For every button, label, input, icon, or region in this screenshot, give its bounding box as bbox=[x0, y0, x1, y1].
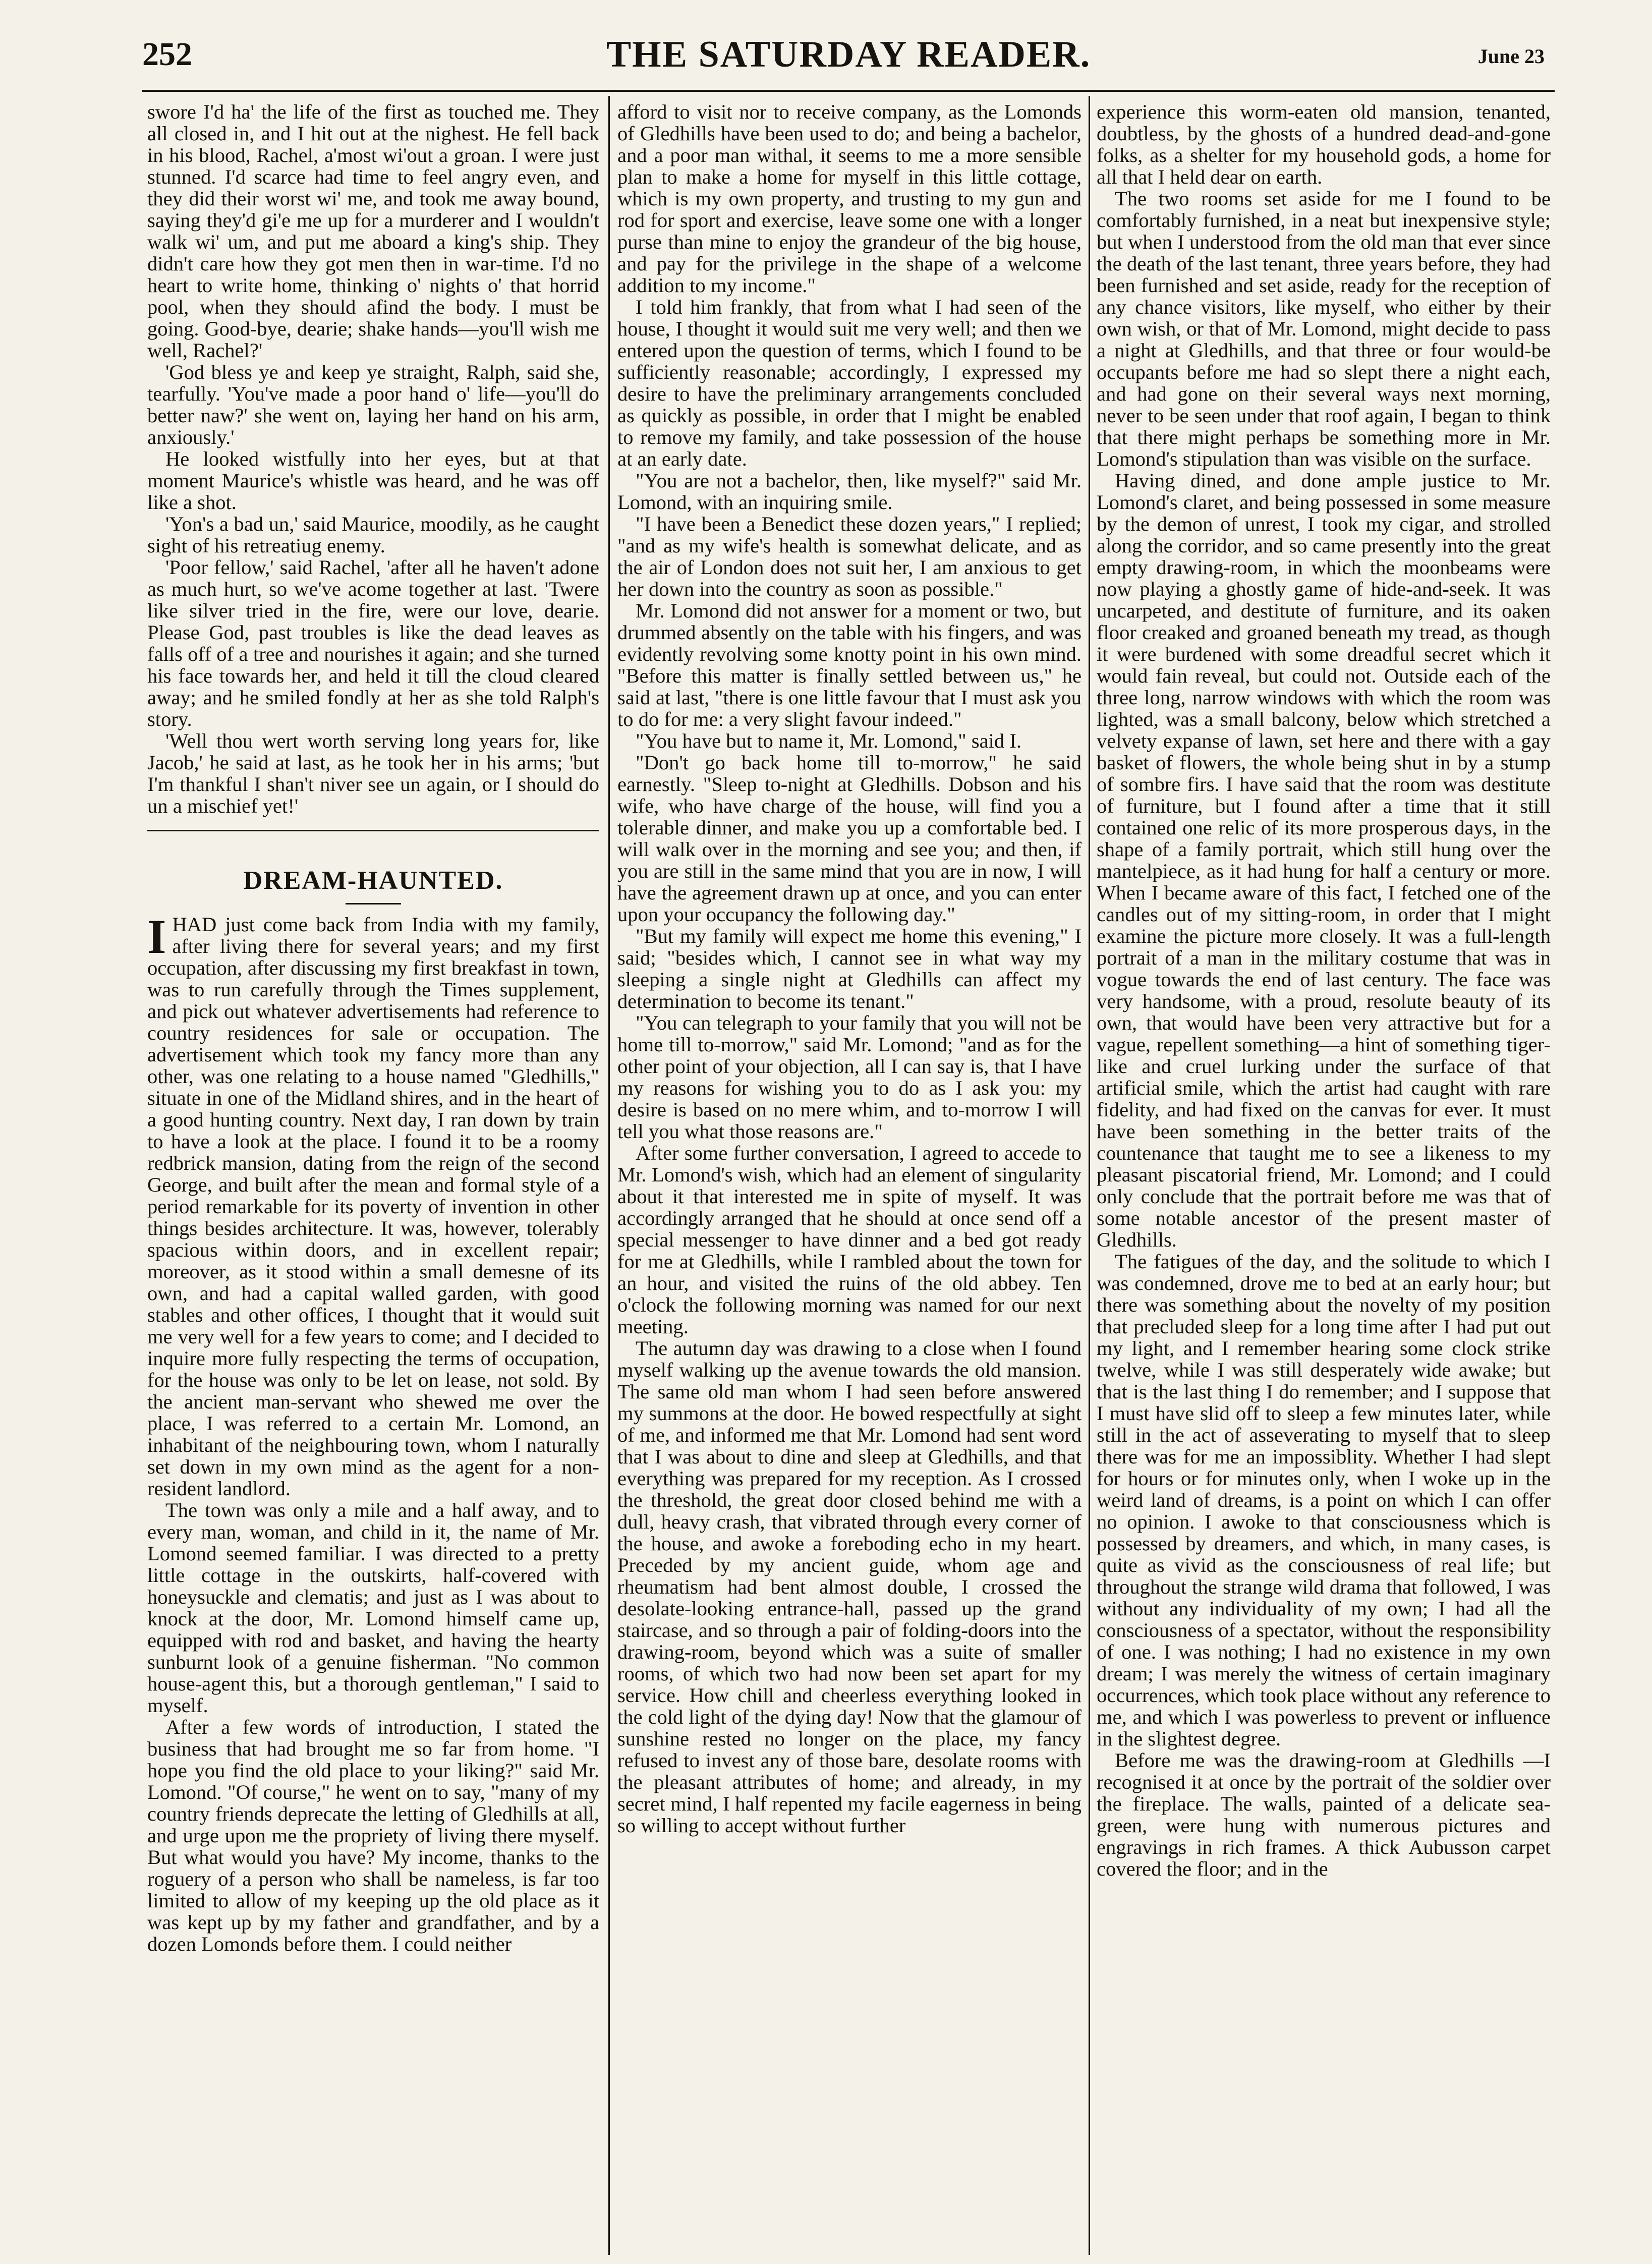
article-paragraph: After some further conversation, I agreed to accede to Mr. Lomond's wish, which had an element of singularity about it that interested me in spite of myself. It was accordingly arranged that he should at once send off a special messenger to have dinner and a bed got ready for me at Gledhills, while I rambled about the town for an hour, and visited the ruins of the old abbey. Ten o'clock the following morning was named for our next meeting. bbox=[617, 1142, 1081, 1338]
article-paragraph: Mr. Lomond did not answer for a moment or two, but drummed absently on the table with his fingers, and was evidently revolving some knotty point in his own mind. "Before this matter is finally settled between us," he said at last, "there is one little favour that I must ask you to do for me: a very slight favour indeed." bbox=[617, 599, 1081, 730]
story-paragraph: 'God bless ye and keep ye straight, Ralph, said she, tearfully. 'You've made a poor hand o' life—you'll do better naw?' she went on, laying her hand on his arm, anxiously.' bbox=[147, 361, 599, 448]
page-number: 252 bbox=[142, 36, 192, 73]
column-3 bbox=[1097, 101, 1551, 2250]
article-paragraph: "But my family will expect me home this evening," I said; "besides which, I cannot see in what way my sleeping a single night at Gledhills can affect my determination to become its tenant." bbox=[617, 925, 1081, 1012]
section-rule bbox=[147, 830, 599, 831]
page-header bbox=[142, 31, 1555, 87]
article-paragraph: experience this worm-eaten old mansion, tenanted, doubtless, by the ghosts of a hundred dead-and-gone folks, as a shelter for my household gods, a home for all that I held dear on earth. bbox=[1097, 101, 1551, 188]
article-paragraph: Having dined, and done ample justice to Mr. Lomond's claret, and being possessed in some measure by the demon of unrest, I took my cigar, and strolled along the corridor, and so came presently into the great empty drawing-room, in which the moonbeams were now playing a ghostly game of hide-and-seek. It was uncarpeted, and destitute of furniture, and its oaken floor creaked and groaned beneath my tread, as though it were burdened with some dreadful secret which it would fain reveal, but could not. Outside each of the three long, narrow windows with which the room was lighted, was a small balcony, below which stretched a velvety expanse of lawn, set here and there with a gay basket of flowers, the whole being shut in by a stump of sombre firs. I have said that the room was destitute of furniture, but I found after a time that it still contained one relic of its more prosperous days, in the shape of a family portrait, which still hung over the mantelpiece, as it had hung for half a century or more. When I became aware of this fact, I fetched one of the candles out of my sitting-room, in order that I might examine the picture more closely. It was a full-length portrait of a man in the military costume that was in vogue towards the end of last century. The face was very handsome, with a proud, resolute beauty of its own, that would have been very attractive but for a vague, repellent something—a hint of something tiger-like and cruel lurking under the surface of that artificial smile, which the artist had caught with rare fidelity, and had fixed on the canvas for ever. It must have been something in the better traits of the countenance that taught me to see a likeness to my pleasant piscatorial friend, Mr. Lomond; and I could only conclude that the portrait before me was that of some notable ancestor of the present master of Gledhills. bbox=[1097, 469, 1551, 1251]
article-paragraph: The town was only a mile and a half away, and to every man, woman, and child in it, the name of Mr. Lomond seemed familiar. I was directed to a pretty little cottage in the outskirts, half-covered with honeysuckle and clematis; and just as I was about to knock at the door, Mr. Lomond himself came up, equipped with rod and basket, and having the hearty sunburnt look of a genuine fisherman. "No common house-agent this, but a thorough gentleman," I said to myself. bbox=[147, 1499, 599, 1717]
article-paragraph: I told him frankly, that from what I had seen of the house, I thought it would suit me very well; and then we entered upon the question of terms, which I found to be sufficiently reasonable; accordingly, I expressed my desire to have the preliminary arrangements concluded as quickly as possible, in order that I might be enabled to remove my family, and take possession of the house at an early date. bbox=[617, 296, 1081, 470]
column-2 bbox=[617, 101, 1081, 2250]
header-rule bbox=[142, 90, 1555, 92]
article-paragraph: The autumn day was drawing to a close when I found myself walking up the avenue towards the old mansion. The same old man whom I had seen before answered my summons at the door. He bowed respectfully at sight of me, and informed me that Mr. Lomond had sent word that I was about to dine and sleep at Gledhills, and that everything was prepared for my reception. As I crossed the threshold, the great door closed behind me with a dull, heavy crash, that vibrated through every corner of the house, and awoke a foreboding echo in my heart. Preceded by my ancient guide, whom age and rheumatism had bent almost double, I crossed the desolate-looking entrance-hall, passed up the grand staircase, and so through a pair of folding-doors into the drawing-room, beyond which was a suite of smaller rooms, of which two had now been set apart for my service. How chill and cheerless everything looked in the cold light of the dying day! Now that the glamour of sunshine rested no longer on the place, my fancy refused to invest any of those bare, desolate rooms with the pleasant attributes of home; and already, in my secret mind, I half repented my facile eagerness in being so willing to accept without further bbox=[617, 1337, 1081, 1837]
article-paragraph: "You can telegraph to your family that you will not be home till to-morrow," said Mr. Lomond; "and as for the other point of your objection, all I can say is, that I have my reasons for wishing you to do as I ask you: my desire is based on no mere whim, and to-morrow I will tell you what those reasons are." bbox=[617, 1011, 1081, 1143]
column-divider bbox=[1089, 96, 1090, 2255]
title-rule bbox=[346, 903, 401, 904]
article-paragraph: The two rooms set aside for me I found to be comfortably furnished, in a neat but inexpensive style; but when I understood from the old man that ever since the death of the last tenant, three years before, they had been furnished and set aside, ready for the reception of any chance visitors, like myself, who either by their own wish, or that of Mr. Lomond, might decide to pass a night at Gledhills, and that three or four would-be occupants before me had so slept there a night each, and had gone on their several ways next morning, never to be seen under that roof again, I began to think that there might perhaps be something more in Mr. Lomond's stipulation than was visible on the surface. bbox=[1097, 187, 1551, 470]
story-paragraph: 'Poor fellow,' said Rachel, 'after all he haven't adone as much hurt, so we've acome together at last. 'Twere like silver tried in the fire, were our love, dearie. Please God, past troubles is like the dead leaves as falls off of a tree and nourishes it again; and she turned his face towards her, and held it till the cloud cleared away; and he smiled fondly at her as she told Ralph's story. bbox=[147, 556, 599, 730]
article-paragraph: afford to visit nor to receive company, as the Lomonds of Gledhills have been used to do; and being a bachelor, and a poor man withal, it seems to me a more sensible plan to make a home for myself in this little cottage, which is my own property, and trusting to my gun and rod for sport and exercise, leave some one with a longer purse than mine to enjoy the grandeur of the big house, and pay for the privilege in the shape of a welcome addition to my income." bbox=[617, 101, 1081, 297]
article-paragraph: "You have but to name it, Mr. Lomond," said I. bbox=[636, 729, 1021, 752]
story-paragraph: 'Well thou wert worth serving long years for, like Jacob,' he said at last, as he took her in his arms; 'but I'm thankful I shan't niver see un again, or I should do un a mischief yet!' bbox=[147, 729, 599, 817]
column-divider bbox=[608, 96, 610, 2255]
publication-title: THE SATURDAY READER. bbox=[606, 34, 1091, 75]
article-paragraph: Before me was the drawing-room at Gledhills —I recognised it at once by the portrait of the soldier over the fireplace. The walls, painted of a delicate sea-green, were hung with numerous pictures and engravings in rich frames. A thick Aubusson carpet covered the floor; and in the bbox=[1097, 1749, 1551, 1880]
article-paragraph: "You are not a bachelor, then, like myself?" said Mr. Lomond, with an inquiring smile. bbox=[617, 469, 1081, 514]
article-paragraph: The fatigues of the day, and the solitude to which I was condemned, drove me to bed at an early hour; but there was something about the novelty of my position that precluded sleep for a long time after I had put out my light, and I remember hearing some clock strike twelve, while I was still desperately wide awake; but that is the last thing I do remember; and I suppose that I must have slid off to sleep a few minutes later, while still in the act of asseverating to myself that to sleep there was for me an impossiblity. Whether I had slept for hours or for minutes only, when I woke up in the weird land of dreams, is a point on which I can offer no opinion. I awoke to that consciousness which is possessed by dreamers, and which, in many cases, is quite as vivid as the consciousness of real life; but throughout the strange wild drama that followed, I was without any individuality of my own; I had all the consciousness of a spectator, without the responsibility of one. I was nothing; I had no existence in my own dream; I was merely the witness of certain imaginary occurrences, which took place without any reference to me, and which I was powerless to prevent or influence in the slightest degree. bbox=[1097, 1250, 1551, 1750]
article-paragraph: After a few words of introduction, I stated the business that had brought me so far from home. "I hope you find the old place to your liking?" said Mr. Lomond. "Of course," he went on to say, "many of my country friends deprecate the letting of Gledhills at all, and urge upon me the propriety of living there myself. But what would you have? My income, thanks to the roguery of a person who shall be nameless, is far too limited to allow of my keeping up the old place as it was kept up by my father and grandfather, and by a dozen Lomonds before them. I could neither bbox=[147, 1716, 599, 1955]
drop-cap: I bbox=[147, 910, 166, 964]
opening-text: HAD just come back from India with my family, after living there for several years; and my first occupation, after discussing my first breakfast in town, was to run carefully through the Times supplement, and pick out whatever advertisements had reference to country residences for sale or occupation. The advertisement which took my fancy more than any other, was one relating to a house named "Gledhills," situate in one of the Midland shires, and in the heart of a good hunting country. Next day, I ran down by train to have a look at the place. I found it to be a roomy redbrick mansion, dating from the reign of the second George, and built after the mean and formal style of a period remarkable for its poverty of invention in other things besides architecture. It was, however, tolerably spacious within doors, and in excellent repair; moreover, as it stood within a small demesne of its own, and had a capital walled garden, with good stables and other offices, I thought that it would suit me very well for a few years to come; and I decided to inquire more fully respecting the terms of occupation, for the house was only to be let on lease, not sold. By the ancient man-servant who shewed me over the place, I was referred to a certain Mr. Lomond, an inhabitant of the neighbouring town, whom I naturally set down in my own mind as the agent for a non-resident landlord. bbox=[147, 913, 599, 1500]
issue-date: June 23 bbox=[1477, 45, 1545, 68]
column-1 bbox=[147, 101, 599, 2250]
story-paragraph: He looked wistfully into her eyes, but at that moment Maurice's whistle was heard, and he was off like a shot. bbox=[147, 447, 599, 514]
article-opening-paragraph bbox=[147, 910, 599, 1500]
article-paragraph: "I have been a Benedict these dozen years," I replied; "and as my wife's health is somewhat delicate, and as the air of London does not suit her, I am anxious to get her down into the country as soon as possible." bbox=[617, 513, 1081, 600]
story-paragraph: swore I'd ha' the life of the first as touched me. They all closed in, and I hit out at the nighest. He fell back in his blood, Rachel, a'most wi'out a groan. I were just stunned. I'd scarce had time to feel angry even, and they did their worst wi' me, and took me away bound, saying they'd gi'e me up for a murderer and I wouldn't walk wi' um, and put me aboard a king's ship. They didn't care how they got men then in war-time. I'd no heart to write home, thinking o' nights o' that horrid pool, when they should afind the body. I must be going. Good-bye, dearie; shake hands—you'll wish me well, Rachel?' bbox=[147, 101, 599, 362]
article-title: DREAM-HAUNTED. bbox=[243, 866, 503, 895]
story-paragraph: 'Yon's a bad un,' said Maurice, moodily, as he caught sight of his retreatiug enemy. bbox=[147, 513, 599, 557]
article-paragraph: "Don't go back home till to-morrow," he said earnestly. "Sleep to-night at Gledhills. Dobson and his wife, who have charge of the house, will find you a tolerable dinner, and make you up a comfortable bed. I will walk over in the morning and see you; and then, if you are still in the same mind that you are in now, I will have the agreement drawn up at once, and you can enter upon your occupancy the following day." bbox=[617, 751, 1081, 926]
